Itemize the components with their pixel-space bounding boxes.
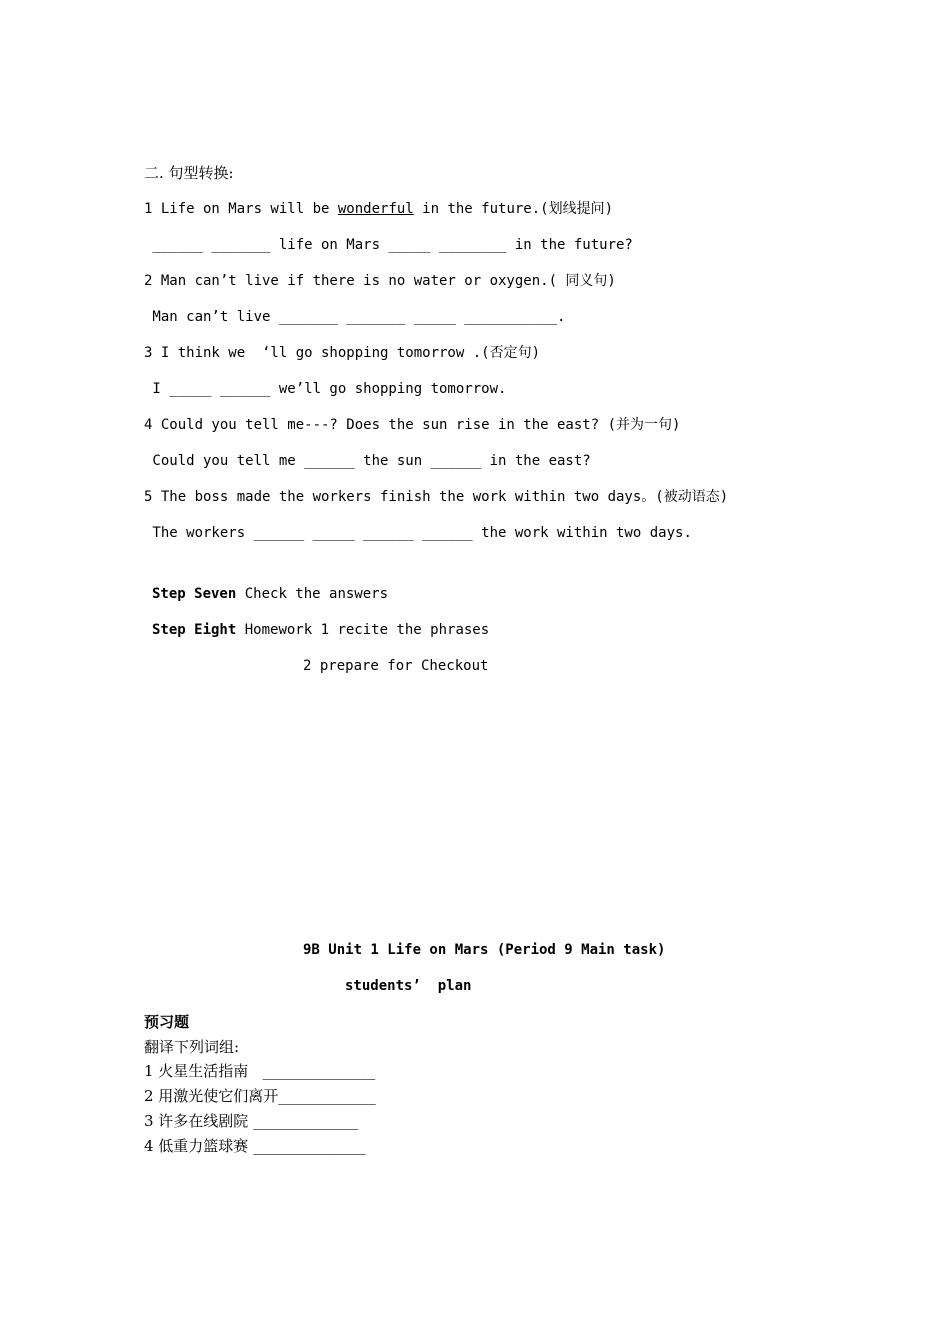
section-heading: 二. 句型转换: — [144, 164, 234, 182]
step-eight-label: Step Eight — [152, 622, 237, 638]
unit-title: 9B Unit 1 Life on Mars (Period 9 Main task) — [303, 942, 666, 958]
step-eight-text: Homework 1 recite the phrases — [236, 622, 490, 638]
translate-item-3: 3 许多在线剧院 ______________ — [144, 1112, 359, 1130]
translate-item-4: 4 低重力篮球赛 _______________ — [144, 1137, 366, 1155]
step-seven-text: Check the answers — [236, 586, 389, 602]
exercise-2-answer: Man can’t live _______ _______ _____ ___________. — [144, 309, 566, 325]
exercise-3-answer: I _____ ______ we’ll go shopping tomorrow. — [144, 381, 507, 397]
exercise-1-question — [144, 200, 613, 218]
exercise-1-text-after: in the future.(划线提问) — [413, 201, 614, 217]
exercise-3-question: 3 I think we ‘ll go shopping tomorrow .(否定句) — [144, 345, 541, 361]
exercise-5-question: 5 The boss made the workers finish the work within two days。(被动语态) — [144, 489, 729, 505]
exercise-5-answer: The workers ______ _____ ______ ______ the work within two days. — [144, 525, 692, 541]
plan-subtitle: students’ plan — [345, 978, 472, 994]
translate-instruction: 翻译下列词组: — [144, 1038, 240, 1056]
exercise-2-question: 2 Man can’t live if there is no water or oxygen.( 同义句) — [144, 273, 616, 289]
exercise-1-underlined-word: wonderful — [337, 201, 414, 217]
homework-item-2: 2 prepare for Checkout — [303, 658, 489, 674]
exercise-4-answer: Could you tell me ______ the sun ______ in the east? — [144, 453, 591, 469]
exercise-4-question: 4 Could you tell me---? Does the sun rise in the east? (并为一句) — [144, 417, 681, 433]
step-eight — [152, 621, 489, 639]
translate-item-1: 1 火星生活指南 _______________ — [144, 1062, 376, 1080]
translate-item-2: 2 用激光使它们离开_____________ — [144, 1087, 376, 1105]
exercise-1-text-before: 1 Life on Mars will be — [144, 201, 338, 217]
step-seven-label: Step Seven — [152, 586, 237, 602]
step-seven — [152, 585, 388, 603]
preview-heading: 预习题 — [144, 1013, 190, 1031]
exercise-1-answer: ______ _______ life on Mars _____ ________ in the future? — [144, 237, 633, 253]
